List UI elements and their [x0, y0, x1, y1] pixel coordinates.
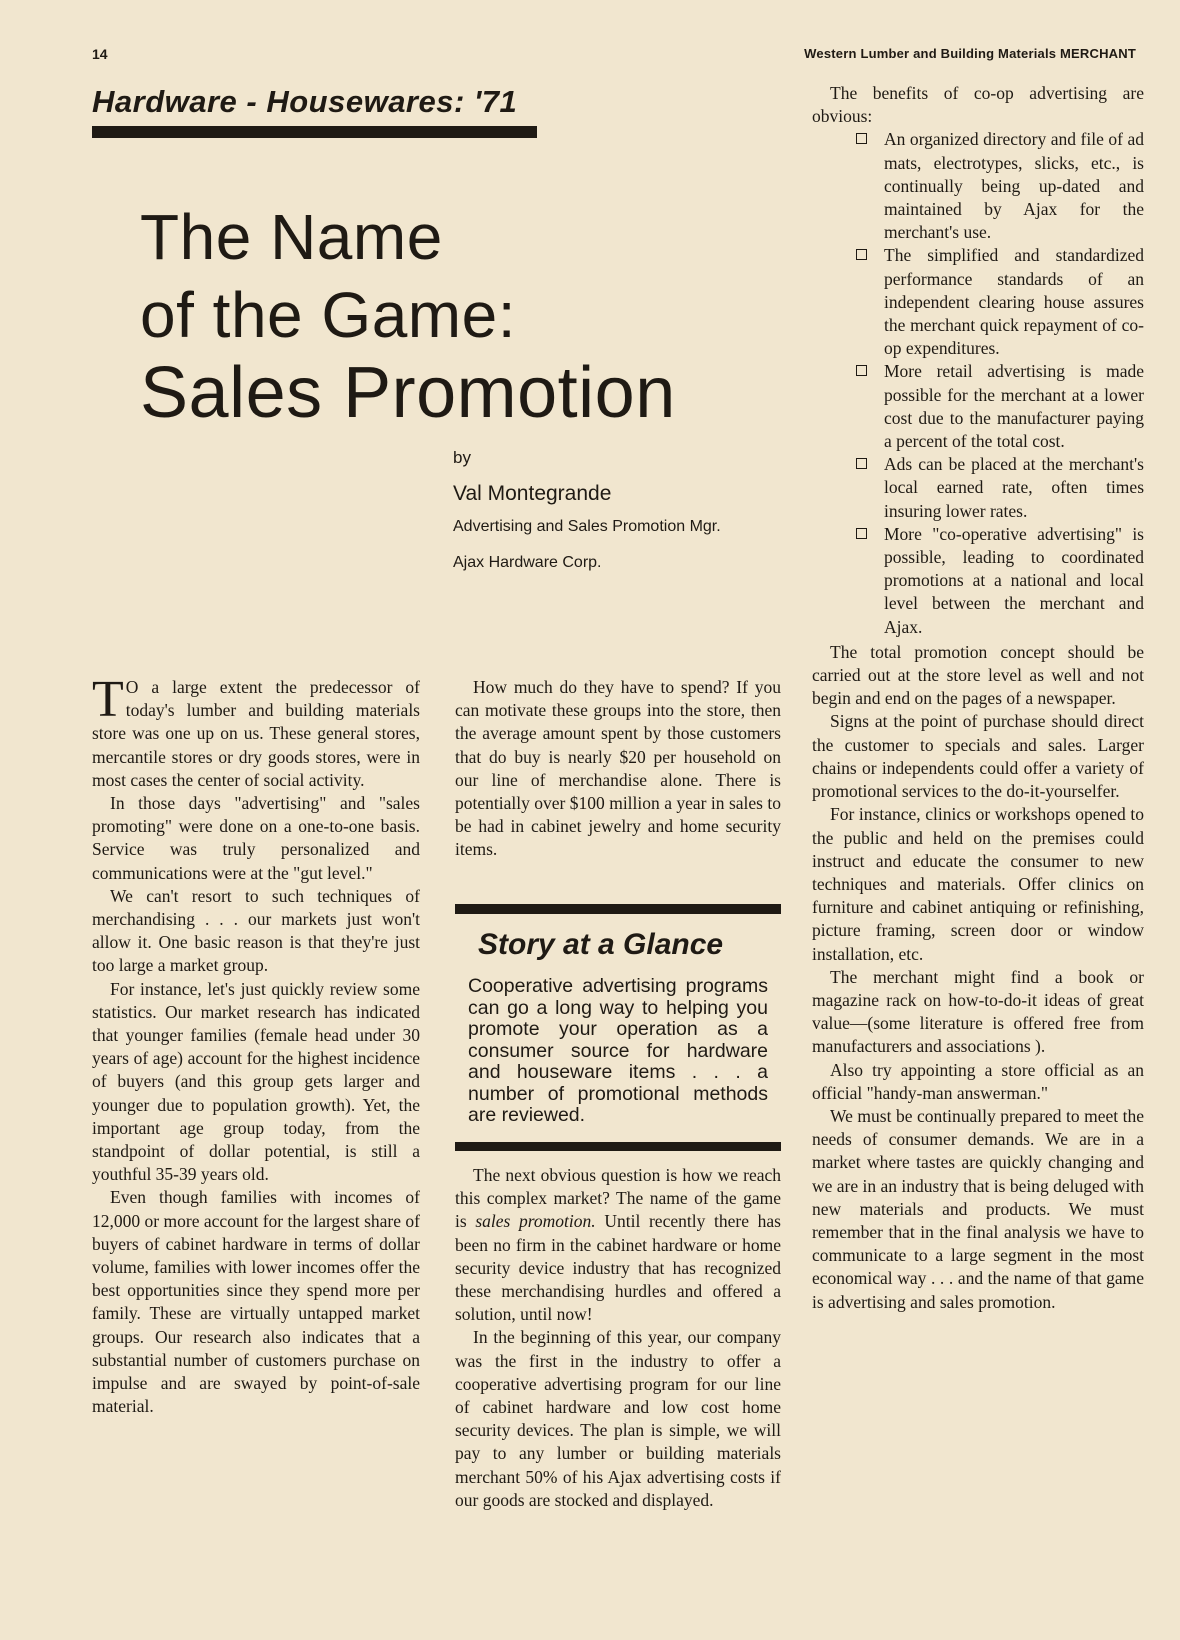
article-title — [140, 198, 676, 432]
checkbox-icon — [856, 458, 867, 469]
page-number: 14 — [92, 46, 108, 62]
bullet-item — [812, 128, 1144, 244]
paragraph: The benefits of co-op advertising are obvious: — [812, 83, 1144, 127]
bullet-item — [812, 244, 1144, 360]
paragraph-text: O a large extent the predecessor of today's lumber and building materials store was one up on us. These general stores, mercantile stores or dry goods stores, were in most cases the center of social activity. — [92, 677, 420, 790]
paragraph: We must be continually prepared to meet the needs of consumer demands. We are in a market where tastes are quickly changing and we are in an industry that is being deluged with new materials and products. We must remember that in the final analysis we have to communicate to a large segment in the most economical way . . . and the name of that game is advertising and sales promotion. — [812, 1105, 1144, 1312]
glance-rule-top — [455, 904, 781, 914]
paragraph: The merchant might find a book or magazine rack on how-to-do-it ideas of great value—(some literature is offered free from manufacturers and associations ). — [812, 966, 1144, 1057]
checkbox-icon — [856, 133, 867, 144]
paragraph: How much do they have to spend? If you can motivate these groups into the store, then the average amount spent by those customers that do buy is nearly $20 per household on our line of merchandise alone. There is potentially over $100 million a year in sales to be had in cabinet jewelry and home security items. — [455, 677, 781, 860]
title-line-2: of the Game: — [140, 279, 516, 351]
bullet-text: More retail advertising is made possible for the merchant at a lower cost due to the manufacturer paying a percent of the total cost. — [884, 361, 1144, 452]
author-company: Ajax Hardware Corp. — [453, 554, 602, 571]
paragraph: For instance, let's just quickly review some statistics. Our market research has indicated that younger families (female head under 30 years of age) account for the highest incidence of buyers (and this group gets larger and younger due to population growth). Yet, the important age group today, from the standpoint of dollar potential, is still a youthful 35-39 years old. — [92, 978, 420, 1185]
column-3 — [812, 82, 1144, 1314]
paragraph: In the beginning of this year, our company was the first in the industry to offer a cooperative advertising program for our line of cabinet hardware and low cost home security devices. The plan is simple, we will pay to any lumber or building materials merchant 50% of his Ajax advertising costs if our goods are stocked and displayed. — [455, 1327, 781, 1510]
glance-rule-bottom — [455, 1142, 781, 1151]
emphasis-text: sales promotion. — [475, 1211, 596, 1232]
paragraph: Signs at the point of purchase should direct the customer to specials and sales. Larger chains or independents could offer a variety of promotional services to the do-it-yourselfer. — [812, 711, 1144, 802]
bullet-text: An organized directory and file of ad mats, electrotypes, slicks, etc., is continually being up-dated and maintained by Ajax for the merchant's use. — [884, 129, 1144, 243]
bullet-item — [812, 360, 1144, 453]
column-2-bottom — [455, 1164, 781, 1512]
glance-summary: Cooperative advertising programs can go a long way to helping you promote your operation as a consumer source for hardware and houseware items . . . a number of promotional methods are reviewed. — [468, 975, 768, 1126]
glance-title: Story at a Glance — [478, 928, 724, 961]
column-2-top — [455, 676, 781, 862]
section-rule — [92, 126, 537, 138]
bullet-item — [812, 523, 1144, 639]
paragraph-text: Until recently there has been no firm in the cabinet hardware or home security device industry that has recognized these merchandising hurdles and offered a solution, until now! — [455, 1211, 781, 1325]
author-title: Advertising and Sales Promotion Mgr. — [453, 518, 721, 535]
drop-cap: T — [92, 671, 124, 728]
paragraph — [92, 671, 420, 792]
checkbox-icon — [856, 365, 867, 376]
checkbox-icon — [856, 528, 867, 539]
bullet-text: The simplified and standardized performance standards of an independent clearing house assures the merchant quick repayment of co-op expenditures. — [884, 245, 1144, 359]
paragraph: The total promotion concept should be carried out at the store level as well and not begin and end on the pages of a newspaper. — [812, 641, 1144, 709]
author-name: Val Montegrande — [453, 482, 612, 505]
paragraph: Even though families with incomes of 12,000 or more account for the largest share of buyers of cabinet hardware in terms of dollar volume, families with lower incomes offer the best opportunities since they spend more per family. These are virtually untapped market groups. Our research also indicates that a substantial number of customers purchase on impulse and are swayed by point-of-sale material. — [92, 1187, 420, 1417]
paragraph: In those days "advertising" and "sales promoting" were done on a one-to-one basis. Service was truly personalized and communications were at the "gut level." — [92, 793, 420, 883]
title-line-3: Sales Promotion — [140, 353, 676, 433]
section-title: Hardware - Housewares: '71 — [92, 84, 518, 119]
paragraph: For instance, clinics or workshops opened to the public and held on the premises could instruct and educate the consumer to new techniques and materials. Offer clinics on furniture and cabinet antiquing or refinishing, picture framing, screen door or window installation, etc. — [812, 804, 1144, 964]
running-head: Western Lumber and Building Materials MERCHANT — [804, 46, 1136, 61]
paragraph: Also try appointing a store official as an official "handy-man answerman." — [812, 1059, 1144, 1103]
column-1 — [92, 671, 420, 1419]
byline — [453, 448, 813, 572]
bullet-item — [812, 453, 1144, 523]
checkbox-icon — [856, 249, 867, 260]
bullet-text: Ads can be placed at the merchant's local earned rate, often times insuring lower rates. — [884, 454, 1144, 521]
paragraph — [455, 1164, 781, 1326]
bullet-text: More "co-operative advertising" is possible, leading to coordinated promotions at a national and local level between the merchant and Ajax. — [884, 523, 1144, 637]
byline-by: by — [453, 448, 471, 467]
paragraph: We can't resort to such techniques of merchandising . . . our markets just won't allow it. One basic reason is that they're just too large a market group. — [92, 885, 420, 976]
title-line-1: The Name — [140, 201, 443, 273]
paragraph-text: The next obvious question is how we reach this complex market? The name of the game is — [455, 1165, 781, 1232]
